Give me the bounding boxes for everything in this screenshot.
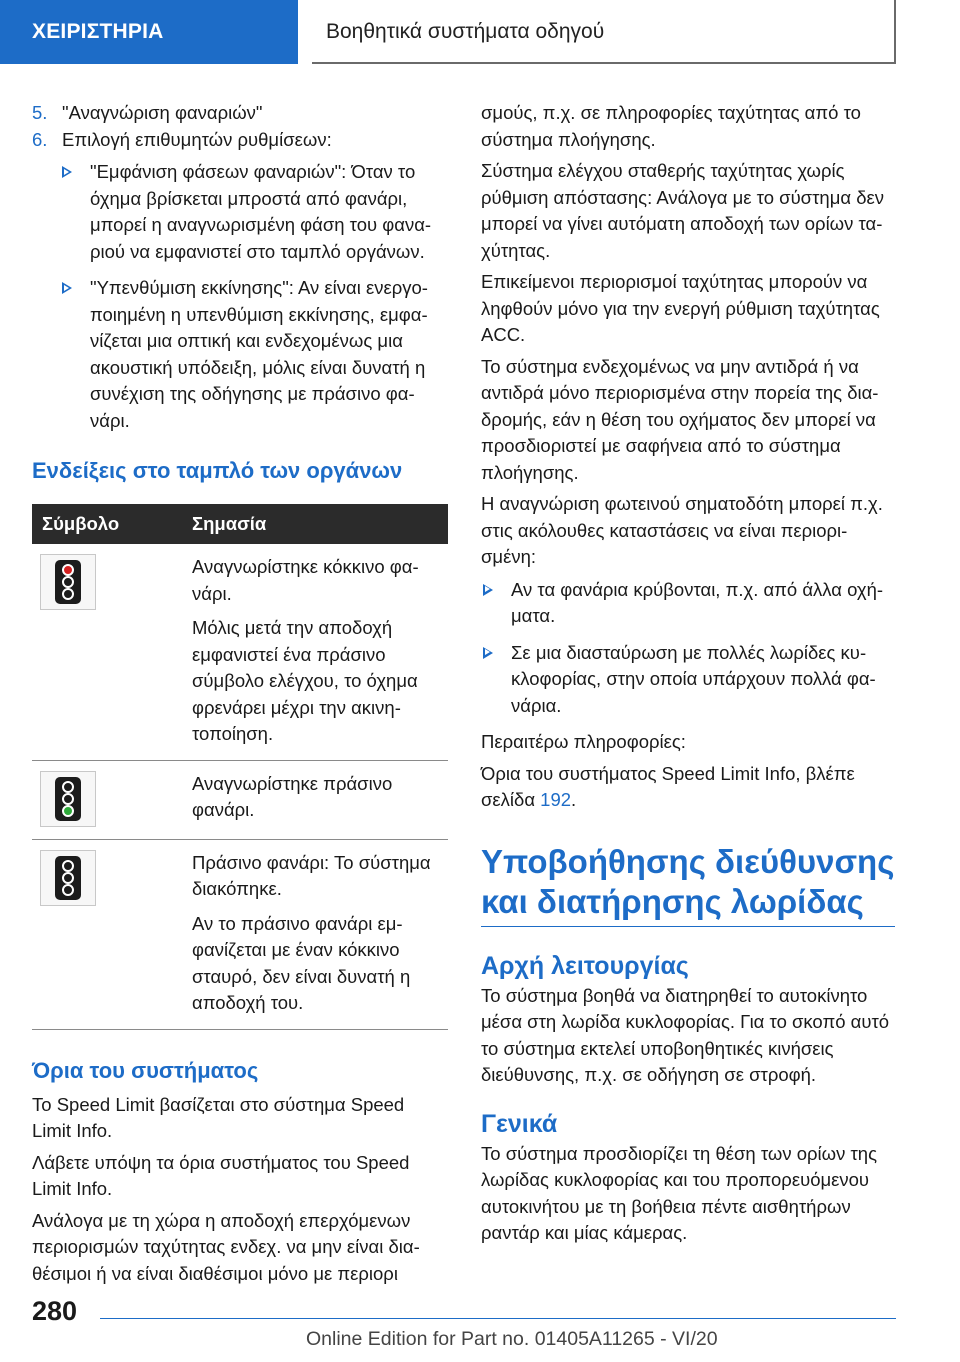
bullet-text: Σε μια διασταύρωση με πολλές λωρίδες κυκλοφορίας, στην οποία υπάρχουν πολλά φανάρια. (511, 641, 876, 716)
meaning-text: Αν το πράσινο φανάρι εμφανίζεται με έναν κόκκινο σταυρό, δεν είναι δυνατή η αποδοχή του. (192, 912, 411, 1013)
steps-list (32, 100, 448, 153)
step-text: "Αναγνώριση φαναριών" (62, 102, 263, 123)
traffic-light-green-icon (40, 771, 96, 827)
more-info-label: Περαιτέρω πληροφορίες: (481, 731, 686, 752)
indicators-heading: Ενδείξεις στο ταμπλό των οργάνων (32, 458, 403, 483)
table-row (32, 544, 448, 760)
step-text: Επιλογή επιθυμητών ρυθμίσεων: (62, 128, 332, 150)
list-item (481, 577, 895, 630)
setting-text: "Υπενθύμιση εκκίνησης": Αν είναι ενεργοποιημένη η υπενθύμιση εκκίνησης, εμφανίζεται μια οπτική και ενδεχομένως μια ακουστική υπόδειξη, μόλις είναι δυνατή η συνέχιση της οδήγησης με πράσινο φανάρι. (90, 277, 428, 431)
chapter-title: Βοηθητικά συστήματα οδηγού (312, 0, 896, 64)
body-paragraph: Σύστημα ελέγχου σταθερής ταχύτητας χωρίς ρύθμιση απόστασης: Ανάλογα με το σύστημα δεν μπορεί να γίνει αυτόματη αποδοχή των ορίων ταχύτητας. (481, 160, 884, 261)
more-info-body: Όρια του συστήματος Speed Limit Info, βλέπε σελίδα (481, 762, 855, 810)
more-info-end: . (571, 789, 577, 810)
list-item (32, 100, 448, 127)
section-tab: ΧΕΙΡΙΣΤΗΡΙΑ (0, 0, 298, 64)
list-item (32, 275, 448, 434)
section-heading: Υποβοήθησης διεύθυνσης και διατήρησης λωρίδας (481, 842, 895, 920)
traffic-light-crossed-icon (40, 850, 96, 906)
list-item (32, 127, 448, 154)
settings-list (32, 159, 448, 434)
traffic-light-red-icon (40, 554, 96, 610)
limits-heading: Όρια του συστήματος (32, 1057, 259, 1083)
body-paragraph: Το σύστημα ενδεχομένως να μην αντιδρά ή να αντιδρά μόνο περιορισμένα στην πορεία της διαδρομής, εάν η θέση του οχήματος δεν μπορεί να προσδιοριστεί με σαφήνεια από το σύστημα πλοήγησης. (481, 355, 879, 483)
body-paragraph: σμούς, π.χ. σε πληροφορίες ταχύτητας από το σύστημα πλοήγησης. (481, 102, 861, 150)
more-info-text (481, 761, 895, 814)
general-heading: Γενικά (481, 1109, 558, 1138)
triangle-bullet-icon (483, 584, 493, 596)
body-paragraph: Επικείμενοι περιορισμοί ταχύτητας μπορούν να ληφθούν μόνο για την ενεργή ρύθμιση ταχύτητας ACC. (481, 271, 880, 345)
limitations-list (481, 577, 895, 720)
table-row (32, 839, 448, 1029)
footer-rule (100, 1318, 896, 1319)
limits-paragraph: Ανάλογα με τη χώρα η αποδοχή επερχόμενων περιορισμών ταχύτητας ενδεχ. να μην είναι διαθέσιμοι ή να είναι διαθέσιμοι μόνο με περιορι (32, 1209, 420, 1284)
meaning-text: Μόλις μετά την αποδοχή εμφανιστεί ένα πράσινο σύμβολο ελέγχου, το όχημα φρενάρει μέχρι την ακινητοποίηση. (192, 617, 418, 744)
page-number: 280 (32, 1296, 78, 1326)
body-paragraph: Η αναγνώριση φωτεινού σηματοδότη μπορεί π.χ. στις ακόλουθες καταστάσεις να είναι περιορισμένη: (481, 493, 883, 567)
left-column (32, 100, 448, 1292)
principle-heading: Αρχή λειτουργίας (481, 951, 689, 980)
table-header-meaning: Σημασία (182, 504, 448, 544)
meaning-text: Αναγνωρίστηκε πράσινο φανάρι. (192, 772, 393, 820)
triangle-bullet-icon (483, 647, 493, 659)
step-number: 5. (32, 102, 48, 123)
general-paragraph: Το σύστημα προσδιορίζει τη θέση των ορίων της λωρίδας κυκλοφορίας και του προπορευόμενου αυτοκινήτου με τη βοήθεια πέντε αισθητήρων ραντάρ και μίας κάμερας. (481, 1142, 877, 1243)
limits-paragraph: Λάβετε υπόψη τα όρια συστήματος του Speed Limit Info. (32, 1151, 410, 1199)
page-link[interactable]: 192 (540, 789, 572, 810)
meaning-text: Πράσινο φανάρι: Το σύστημα διακόπηκε. (192, 851, 431, 899)
footer-edition: Online Edition for Part no. 01405A11265 - VI/20 (306, 1328, 718, 1350)
setting-text: "Εμφάνιση φάσεων φαναριών": Όταν το όχημα βρίσκεται μπροστά από φανάρι, μπορεί η αναγνωρισμένη φάση του φαναριού να εμφανιστεί στο ταμπλό οργάνων. (90, 161, 432, 262)
table-header-row (32, 504, 448, 544)
table-header-symbol: Σύμβολο (32, 504, 182, 544)
section-heading-block (481, 842, 895, 927)
right-column (481, 100, 895, 1252)
list-item (481, 640, 895, 720)
principle-paragraph: Το σύστημα βοηθά να διατηρηθεί το αυτοκίνητο μέσα στη λωρίδα κυκλοφορίας. Για το σκοπό αυτό το σύστημα εκτελεί υποβοηθητικές κινήσεις διεύθυνσης, π.χ. σε οδήγηση σε στροφή. (481, 984, 890, 1085)
list-item (32, 159, 448, 265)
bullet-text: Αν τα φανάρια κρύβονται, π.χ. από άλλα οχήματα. (511, 578, 884, 626)
table-row (32, 760, 448, 839)
indicators-table (32, 504, 448, 1030)
triangle-bullet-icon (62, 166, 72, 178)
meaning-text: Αναγνωρίστηκε κόκκινο φανάρι. (192, 556, 419, 604)
triangle-bullet-icon (62, 282, 72, 294)
limits-paragraph: Το Speed Limit βασίζεται στο σύστημα Speed Limit Info. (32, 1093, 405, 1141)
step-number: 6. (32, 128, 48, 150)
